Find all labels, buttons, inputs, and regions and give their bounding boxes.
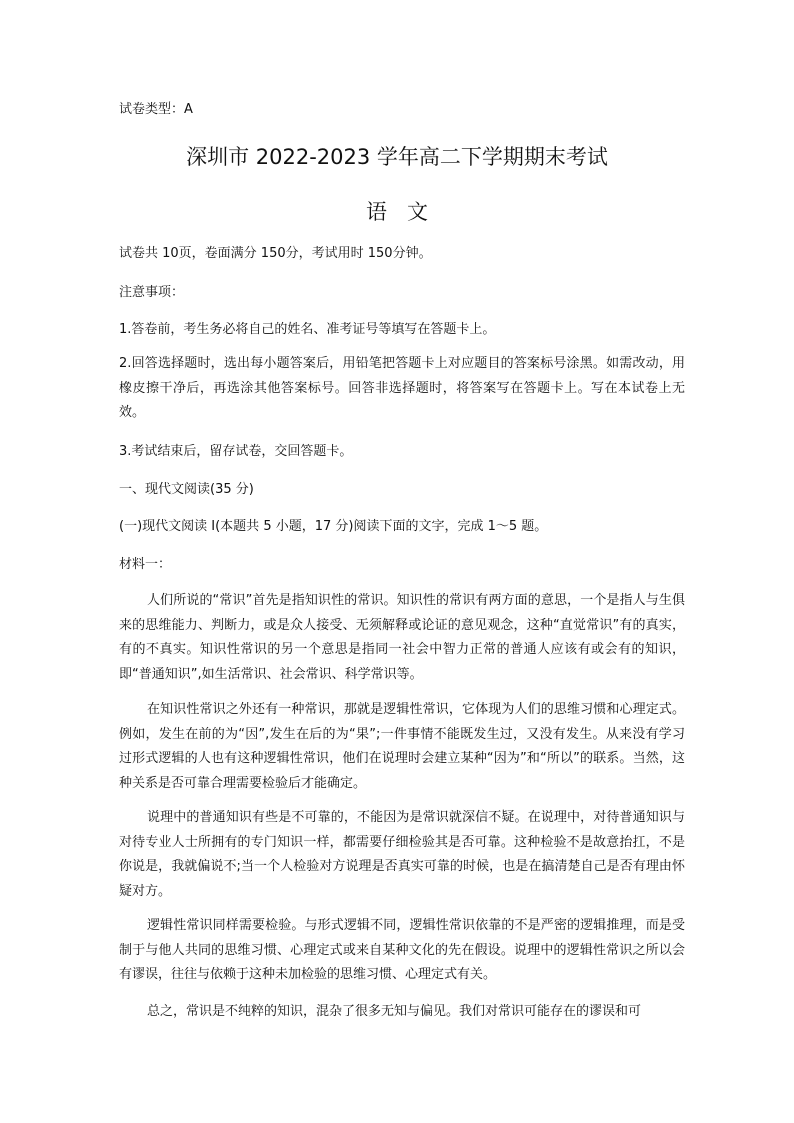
notice-item-3: 3.考试结束后，留存试卷，交回答题卡。 bbox=[119, 444, 353, 459]
passage-paragraph-3: 说理中的普通知识有些是不可靠的，不能因为是常识就深信不疑。在说理中，对待普通知识与对待专业人士所拥有的专门知识一样，都需要仔细检验其是否可靠。这种检验不是故意抬扛，不是你说是，我就偏说不;当一个人检验对方说理是否真实可靠的时候，也是在搞清楚自己是否有理由怀疑对方。 bbox=[119, 810, 685, 899]
exam-summary: 试卷共 10页，卷面满分 150分，考试用时 150分钟。 bbox=[119, 246, 432, 261]
notice-item-1: 1.答卷前，考生务必将自己的姓名、准考证号等填写在答题卡上。 bbox=[119, 322, 496, 337]
exam-title: 深圳市 2022-2023 学年高二下学期期末考试 bbox=[186, 145, 608, 169]
passage-paragraph-1: 人们所说的“常识”首先是指知识性的常识。知识性的常识有两方面的意思，一个是指人与生俱来的思维能力、判断力，或是众人接受、无须解释或论证的意见观念，这种“直觉常识”有的真实，有的不真实。知识性常识的另一个意思是指同一社会中智力正常的普通人应该有或会有的知识，即“普通知识”,如生活常识、社会常识、科学常识等。 bbox=[119, 593, 685, 682]
section-sub-heading: (一)现代文阅读 I(本题共 5 小题，17 分)阅读下面的文字，完成 1～5 题。 bbox=[119, 519, 548, 534]
passage-paragraph-4: 逻辑性常识同样需要检验。与形式逻辑不同，逻辑性常识依靠的不是严密的逻辑推理，而是受制于与他人共同的思维习惯、心理定式或来自某种文化的先在假设。说理中的逻辑性常识之所以会有谬误，往往与依赖于这种未加检验的思维习惯、心理定式有关。 bbox=[119, 918, 685, 982]
subject-title: 语文 bbox=[366, 200, 448, 224]
notice-item-2: 2.回答选择题时，选出每小题答案后，用铅笔把答题卡上对应题目的答案标号涂黑。如需改动，用橡皮擦干净后，再选涂其他答案标号。回答非选择题时，将答案写在答题卡上。写在本试卷上无效。 bbox=[119, 356, 685, 420]
section-heading: 一、现代文阅读(35 分) bbox=[119, 482, 254, 497]
passage-paragraph-5: 总之，常识是不纯粹的知识，混杂了很多无知与偏见。我们对常识可能存在的谬误和可 bbox=[147, 1004, 642, 1019]
passage-paragraph-2: 在知识性常识之外还有一种常识，那就是逻辑性常识，它体现为人们的思维习惯和心理定式。例如，发生在前的为“因”,发生在后的为“果”;一件事情不能既发生过，又没有发生。从来没有学习过形式逻辑的人也有这种逻辑性常识，他们在说理时会建立某种“因为”和“所以”的联系。当然，这种关系是否可靠合理需要检验后才能确定。 bbox=[119, 702, 685, 791]
notice-heading: 注意事项： bbox=[119, 285, 185, 300]
material-label: 材料一： bbox=[119, 557, 172, 572]
exam-type-label: 试卷类型：A bbox=[119, 102, 193, 117]
